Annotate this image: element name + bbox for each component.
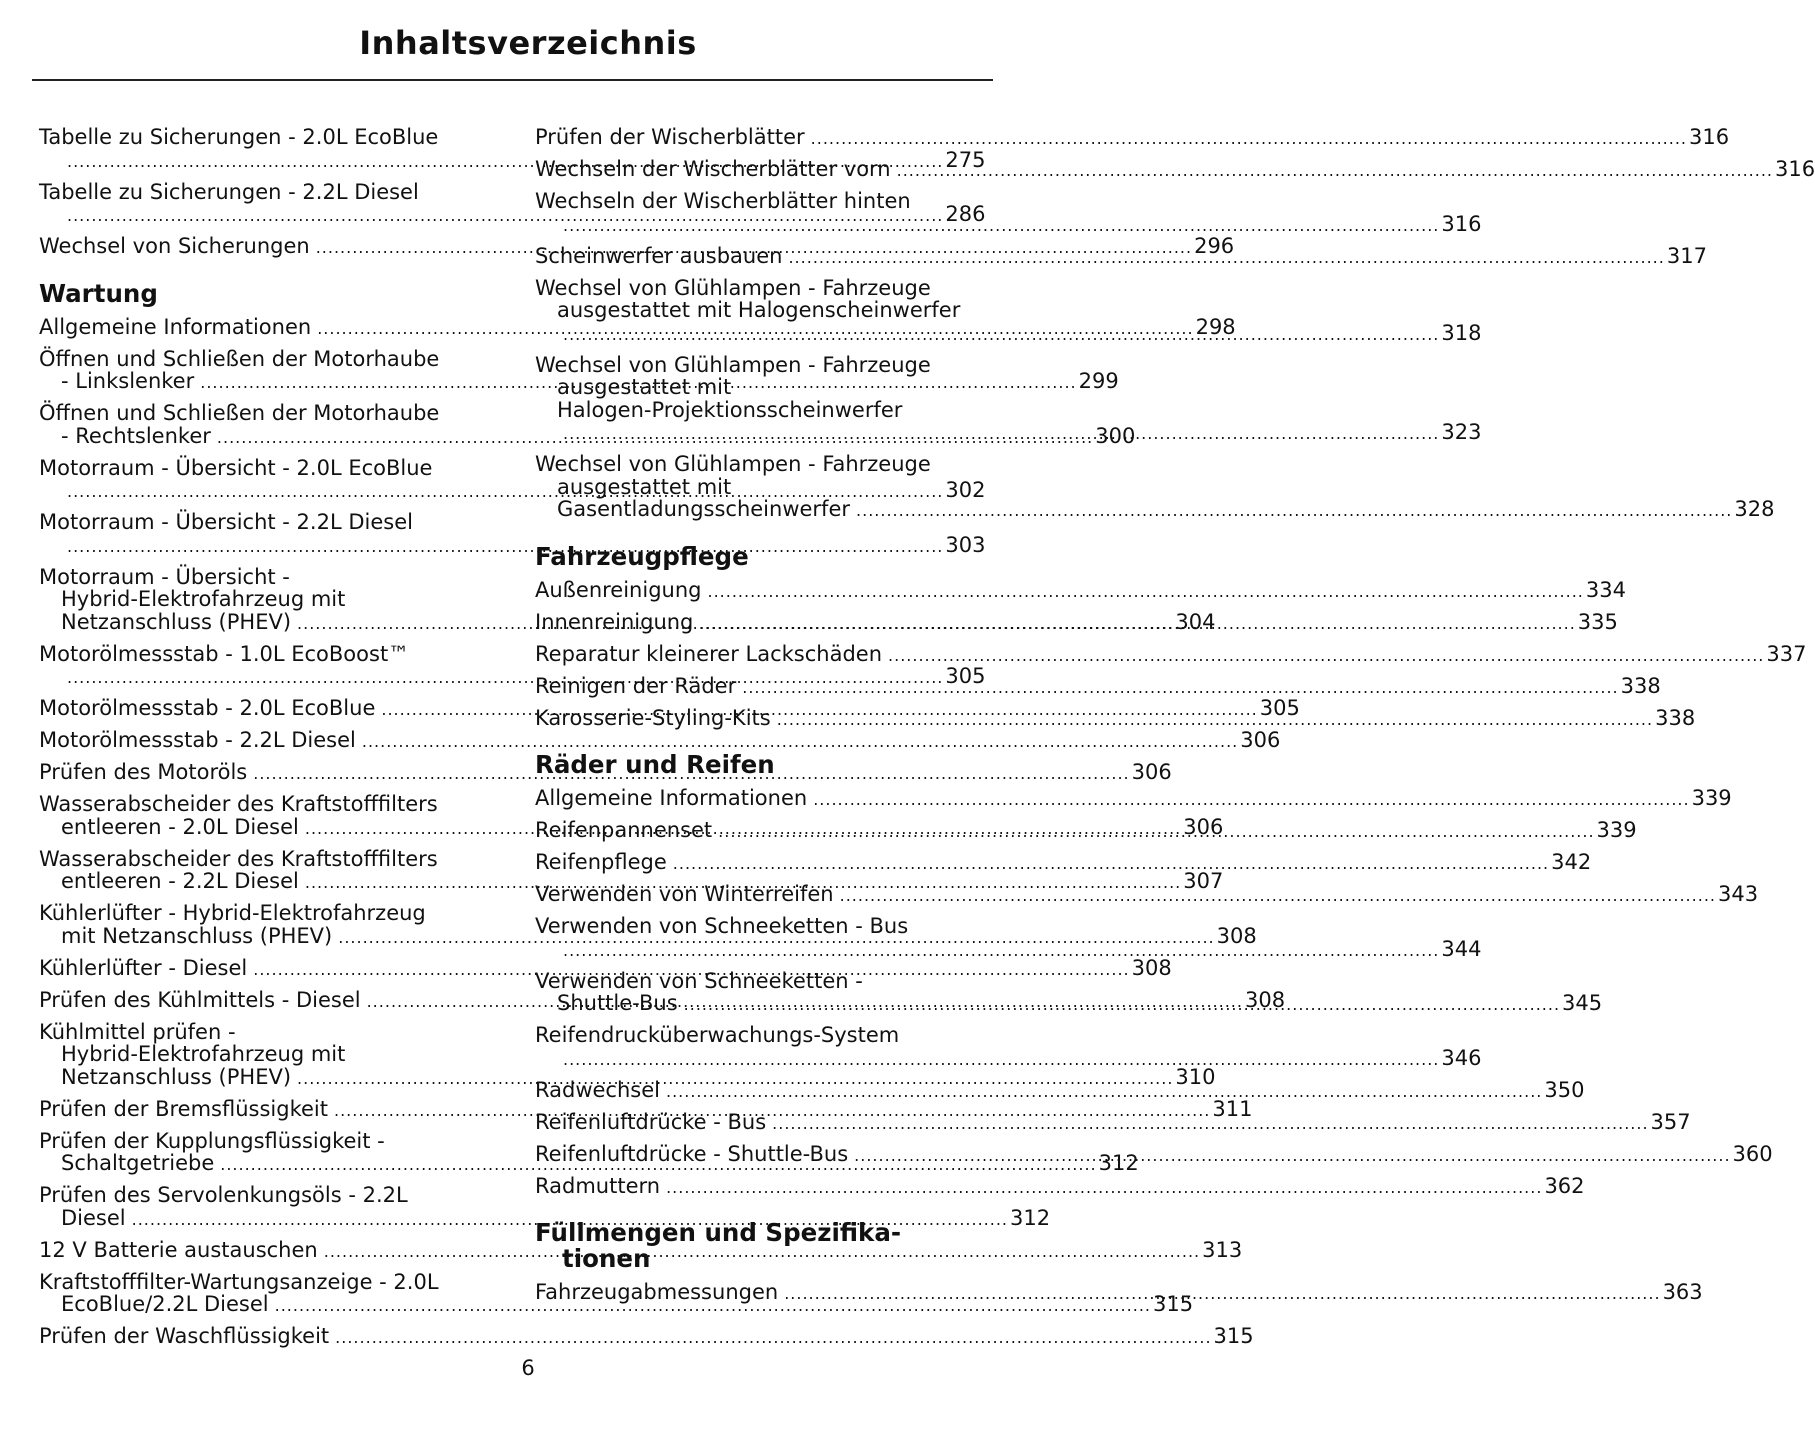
toc-entry-text: Reinigen der Räder [535,673,737,698]
toc-entry-text: Reifenluftdrücke - Bus [535,1109,767,1134]
page-ref[interactable]: 328 [1734,497,1775,521]
dot-leader [707,582,1583,601]
toc-entry-text: Motorölmessstab - 2.2L Diesel [39,728,356,752]
toc-entry-text: Verwenden von Schneeketten - [535,968,863,993]
page-ref[interactable]: 362 [1544,1173,1585,1198]
toc-entry-text: Reifendrucküberwachungs-System [535,1023,900,1047]
section-heading-text: Fahrzeugpflege [535,541,749,571]
page-ref[interactable]: 306 [1240,728,1281,752]
dot-leader [699,614,1575,633]
toc-entry-text: Allgemeine Informationen [39,314,312,339]
toc-entry[interactable] [535,1023,1482,1071]
toc-entry-text: Reparatur kleinerer Lackschäden [535,641,883,666]
toc-entry-text: Reifenluftdrücke - Shuttle-Bus [535,1141,849,1166]
toc-entry-text: Diesel [61,1205,126,1230]
dot-leader [777,710,1653,729]
toc-entry-text: Wechseln der Wischerblätter vorn [535,157,891,181]
page-ref[interactable]: 311 [1212,1096,1253,1121]
dot-leader [742,678,1618,697]
section-heading [535,1220,985,1272]
page-ref[interactable]: 299 [1078,369,1119,393]
dot-leader [684,995,1560,1014]
page-ref[interactable]: 308 [1216,923,1257,948]
title-divider [32,79,993,81]
toc-entry[interactable] [535,1077,1585,1104]
toc-entry-text: Motorraum - Übersicht - 2.2L Diesel [39,510,413,534]
toc-entry-text: Shuttle-Bus [557,991,678,1015]
toc-entry-text: Gasentladungsscheinwerfer [557,497,851,521]
dot-leader [888,646,1764,665]
toc-entry-text: Halogen-Projektionsscheinwerfer [557,397,903,422]
toc-entry-text: Karosserie-Styling-Kits [535,705,771,730]
page-ref[interactable]: 316 [1775,157,1815,181]
toc-entry-text: Prüfen der Kupplungsflüssigkeit - [39,1128,385,1153]
page-ref[interactable]: 344 [1441,936,1482,961]
page-ref[interactable]: 313 [1202,1237,1243,1262]
page-ref[interactable]: 305 [1259,696,1300,720]
dot-leader [666,1178,1542,1197]
toc-entry-text: Verwenden von Schneeketten - Bus [535,914,909,938]
toc-entry-text: - Rechtslenker [61,423,211,448]
section-heading [535,541,985,571]
toc-entry-text: Radmuttern [535,1173,661,1198]
toc-entry-text: entleeren - 2.0L Diesel [61,814,299,839]
page-ref[interactable]: 343 [1717,882,1759,906]
toc-entry-text: Tabelle zu Sicherungen - 2.0L EcoBlue [39,125,439,149]
toc-entry-text: Prüfen der Wischerblätter [535,125,805,149]
toc-entry-text: Öffnen und Schließen der Motorhaube [39,401,440,425]
toc-entry-text: - Linkslenker [61,369,195,393]
page-ref[interactable]: 339 [1596,818,1637,842]
toc-entry[interactable] [535,577,1626,604]
toc-entry[interactable] [535,786,1732,812]
toc-entry-text: Netzanschluss (PHEV) [61,1064,292,1089]
section-heading-text: tionen [562,1244,651,1273]
page-ref[interactable]: 316 [1441,211,1482,236]
toc-entry[interactable] [535,452,1775,523]
page-ref[interactable]: 338 [1655,705,1696,730]
toc-entry-text: ausgestattet mit [557,474,732,499]
dot-leader [854,1146,1730,1165]
page-ref[interactable]: 286 [945,202,986,226]
toc-entry-text: Wechsel von Glühlampen - Fahrzeuge [535,352,931,377]
toc-entry-text: Kühlmittel prüfen - [39,1019,236,1044]
dot-leader [840,886,1716,905]
section-heading [39,278,489,308]
toc-entry-text: ausgestattet mit [557,375,732,399]
toc-entry-text: Prüfen der Bremsflüssigkeit [39,1096,328,1121]
toc-entry[interactable] [39,728,1281,754]
dot-leader [563,1050,1439,1069]
toc-entry-text: Motorraum - Übersicht - [39,564,290,589]
dot-leader [335,1328,1211,1347]
dot-leader [772,1114,1648,1133]
toc-entry-text: Hybrid-Elektrofahrzeug mit [61,587,346,611]
page-ref[interactable]: 323 [1441,420,1482,444]
page-ref[interactable]: 300 [1095,423,1136,448]
toc-entry-text: mit Netzanschluss (PHEV) [61,923,333,948]
toc-entry-text: Motorölmessstab - 2.0L EcoBlue [39,696,376,720]
dot-leader [718,822,1594,841]
toc-entry-text: Kühlerlüfter - Diesel [39,955,248,980]
toc-entry-text: Außenreinigung [535,577,702,602]
page-title: Inhaltsverzeichnis [359,24,697,62]
section-heading-text: Räder und Reifen [535,750,775,779]
dot-leader [784,1284,1660,1303]
toc-entry-text: Radwechsel [535,1077,660,1102]
section-heading-text: Füllmengen und Spezifika- [535,1218,902,1247]
page-ref[interactable]: 316 [1689,125,1730,149]
page-ref[interactable]: 335 [1577,609,1618,634]
page-ref[interactable]: 310 [1175,1064,1216,1089]
dot-leader [897,161,1773,180]
toc-entry-text: Hybrid-Elektrofahrzeug mit [61,1042,346,1066]
page-ref[interactable]: 302 [945,478,986,502]
toc-entry[interactable] [535,1173,1585,1200]
toc-entry-text: Wechseln der Wischerblätter hinten [535,189,911,213]
toc-entry-text: Scheinwerfer ausbauen [535,243,783,268]
dot-leader [563,424,1439,443]
toc-entry[interactable] [535,641,1807,668]
toc-entry-text: 12 V Batterie austauschen [39,1237,318,1262]
toc-entry-text: Motorraum - Übersicht - 2.0L EcoBlue [39,455,433,480]
page-ref[interactable]: 342 [1551,850,1592,874]
toc-entry[interactable] [535,125,1730,151]
section-heading-text: Wartung [39,278,158,308]
toc-entry-text: entleeren - 2.2L Diesel [61,869,299,893]
toc-entry-text: Öffnen und Schließen der Motorhaube [39,346,440,371]
toc-entry-text: Kühlerlüfter - Hybrid-Elektrofahrzeug [39,901,426,925]
page-ref[interactable]: 308 [1244,987,1286,1012]
toc-entry-text: Wasserabscheider des Kraftstofffilters [39,846,438,871]
toc-entry-text: Verwenden von Winterreifen [535,882,834,906]
toc-entry-text: ausgestattet mit Halogenscheinwerfer [557,298,961,322]
page-ref[interactable]: 337 [1766,641,1807,666]
page-ref[interactable]: 305 [945,664,986,688]
page-ref[interactable]: 312 [1098,1151,1139,1175]
toc-entry[interactable] [535,1109,1691,1136]
dot-leader [811,129,1687,148]
toc-entry-text: Allgemeine Informationen [535,786,808,810]
toc-entry-text: Innenreinigung [535,609,694,634]
toc-entry-text: Wechsel von Glühlampen - Fahrzeuge [535,452,931,476]
page-ref[interactable]: 350 [1544,1077,1585,1102]
toc-entry-text: Schaltgetriebe [61,1151,215,1175]
toc-entry-text: Reifenpannenset [535,818,713,842]
toc-entry-text: Prüfen der Waschflüssigkeit [39,1324,330,1348]
dot-leader [563,216,1439,235]
toc-entry[interactable] [39,314,1236,341]
toc-entry-text: Prüfen des Servolenkungsöls - 2.2L [39,1183,408,1207]
section-heading [535,752,985,778]
toc-entry[interactable] [535,850,1592,876]
toc-entry[interactable] [535,882,1759,908]
page-ref[interactable]: 317 [1666,243,1707,268]
toc-entry-text: Fahrzeugabmessungen [535,1280,779,1304]
page-ref[interactable]: 339 [1691,786,1732,810]
toc-entry-text: Wechsel von Glühlampen - Fahrzeuge [535,275,931,300]
page-ref[interactable]: 334 [1585,577,1626,602]
page-ref[interactable]: 345 [1562,991,1603,1015]
page-ref[interactable]: 275 [945,147,986,172]
page-ref[interactable]: 298 [1195,314,1236,339]
toc-entry-text: Prüfen des Motoröls [39,760,248,784]
page-ref[interactable]: 312 [1010,1205,1051,1230]
dot-leader [813,790,1689,809]
page-ref[interactable]: 306 [1131,760,1172,784]
dot-leader [666,1082,1542,1101]
page-ref[interactable]: 363 [1662,1280,1703,1304]
toc-entry[interactable] [39,1324,1254,1350]
toc-entry[interactable] [535,189,1482,237]
dot-leader [788,248,1664,267]
dot-leader [673,854,1549,873]
page-ref[interactable]: 315 [1213,1324,1254,1348]
toc-entry-text: EcoBlue/2.2L Diesel [61,1292,269,1316]
toc-entry-text: Wechsel von Sicherungen [39,234,310,258]
page-ref[interactable]: 315 [1152,1292,1194,1316]
page-ref[interactable]: 338 [1620,673,1661,698]
page-ref[interactable]: 306 [1183,814,1224,839]
page-ref[interactable]: 346 [1441,1045,1482,1070]
dot-leader [856,501,1732,520]
toc-entry[interactable] [535,673,1661,700]
page-ref[interactable]: 357 [1650,1109,1691,1134]
page-number: 6 [521,1356,535,1380]
toc-entry-text: Motorölmessstab - 1.0L EcoBoost™ [39,641,410,666]
toc-entry-text: Reifenpflege [535,850,667,874]
toc-entry-text: Netzanschluss (PHEV) [61,609,292,634]
page-ref[interactable]: 318 [1441,320,1482,345]
page-ref[interactable]: 360 [1732,1141,1773,1166]
toc-entry[interactable] [535,157,1815,183]
page-ref[interactable]: 304 [1175,609,1216,634]
page-ref[interactable]: 303 [945,532,986,557]
page-ref[interactable]: 307 [1183,869,1224,893]
toc-entry-text: Tabelle zu Sicherungen - 2.2L Diesel [39,179,419,204]
toc-entry-text: Kraftstofffilter-Wartungsanzeige - 2.0L [39,1269,439,1294]
toc-entry-text: Wasserabscheider des Kraftstofffilters [39,792,438,816]
page-ref[interactable]: 296 [1194,234,1235,258]
dot-leader [563,325,1439,344]
dot-leader [563,941,1439,960]
toc-entry-text: Prüfen des Kühlmittels - Diesel [39,987,361,1012]
page-ref[interactable]: 308 [1131,955,1172,980]
